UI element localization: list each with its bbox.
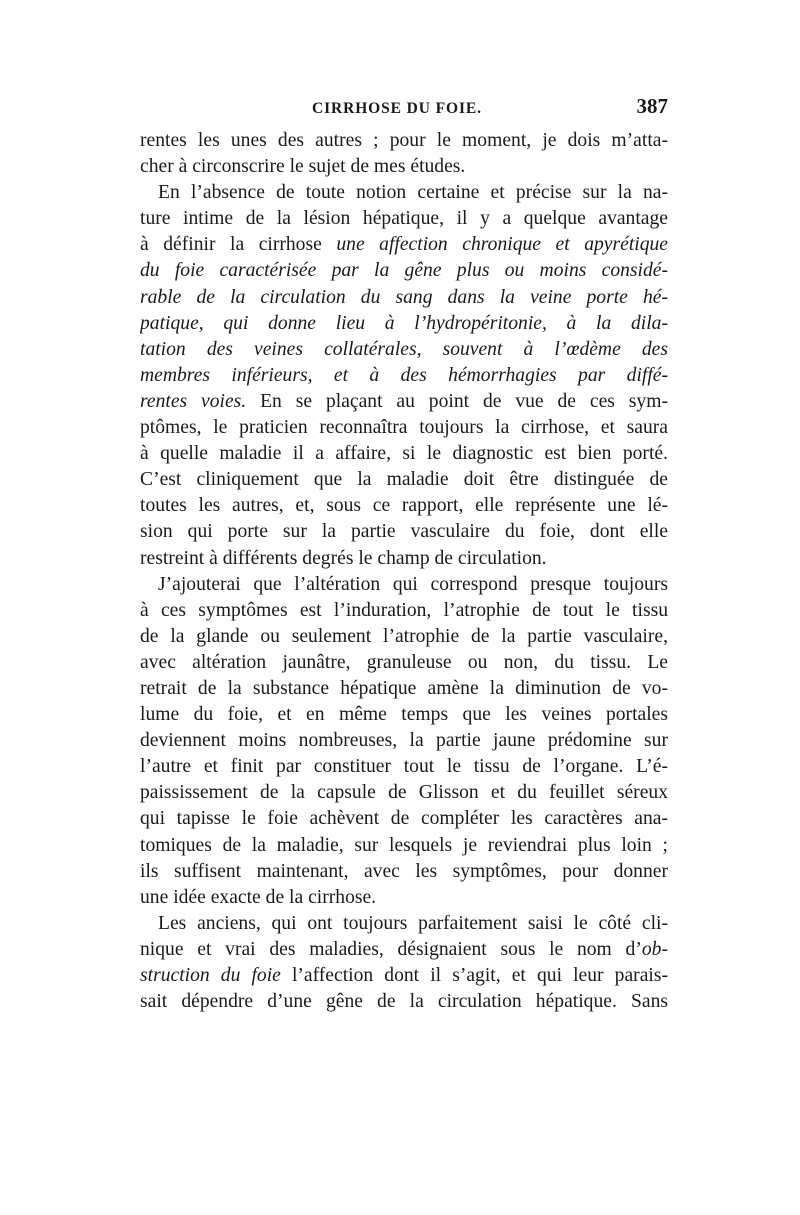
text-line — [140, 258, 668, 284]
text-line: paississement de la capsule de Glisson et du feuillet séreux — [140, 782, 668, 804]
italic-text: du foie caractérisée par la gêne plus ou moins considé- — [140, 260, 668, 282]
page-content — [140, 94, 668, 1015]
text-line: Les anciens, qui ont toujours parfaitement saisi le côté cli- — [158, 912, 668, 934]
text-line: à quelle maladie il a affaire, si le diagnostic est bien porté. — [140, 443, 668, 465]
text-line: sait dépendre d’une gêne de la circulation hépatique. Sans — [140, 991, 668, 1013]
text-line: cher à circonscrire le sujet de mes études. — [140, 156, 466, 178]
text-line: rentes les unes des autres ; pour le moment, je dois m’atta- — [140, 130, 668, 151]
page-number: 387 — [636, 94, 668, 118]
text-line: ptômes, le praticien reconnaîtra toujours la cirrhose, et saura — [140, 417, 668, 439]
italic-text: une affection chronique et apyrétique — [336, 234, 668, 256]
italic-text: tation des veines collatérales, souvent à l’œdème des — [140, 338, 668, 360]
text-line: J’ajouterai que l’altération qui correspond presque toujours — [158, 573, 668, 595]
text-line — [140, 363, 668, 389]
text-line: de la glande ou seulement l’atrophie de la partie vasculaire, — [140, 625, 668, 647]
italic-text: struction du foie — [140, 965, 281, 986]
text-line: restreint à différents degrés le champ de circulation. — [140, 547, 547, 569]
italic-text: membres inférieurs, et à des hémorrhagies par diffé- — [140, 364, 668, 386]
text-line: qui tapisse le foie achèvent de compléter les caractères ana- — [140, 808, 668, 830]
running-title: CIRRHOSE DU FOIE. — [312, 100, 482, 117]
text-line: lume du foie, et en même temps que les veines portales — [140, 704, 668, 726]
text-line: ils suffisent maintenant, avec les symptômes, pour donner — [140, 860, 668, 882]
text-line: nique et vrai des maladies, désignaient sous le nom d’ob- — [140, 938, 668, 960]
text-line — [140, 337, 668, 363]
text-line: ture intime de la lésion hépatique, il y a quelque avantage — [140, 208, 668, 230]
italic-text: rable de la circulation du sang dans la veine porte hé- — [140, 286, 668, 308]
text-line: à définir la cirrhose une affection chronique et apyrétique — [140, 234, 668, 256]
text-line: avec altération jaunâtre, granuleuse ou non, du tissu. Le — [140, 651, 668, 673]
text-line: une idée exacte de la cirrhose. — [140, 886, 377, 908]
running-header — [140, 94, 668, 124]
text-line — [140, 285, 668, 311]
text-line: En l’absence de toute notion certaine et précise sur la na- — [158, 182, 668, 204]
text-line: struction du foie l’affection dont il s’agit, et qui leur parais- — [140, 965, 668, 986]
text-line: retrait de la substance hépatique amène la diminution de vo- — [140, 677, 668, 699]
text-line — [140, 311, 668, 337]
italic-text: rentes voies. — [140, 390, 247, 412]
text-line: à ces symptômes est l’induration, l’atrophie de tout le tissu — [140, 599, 668, 621]
body-text — [140, 128, 668, 1015]
text-line: deviennent moins nombreuses, la partie jaune prédomine sur — [140, 730, 668, 752]
italic-text: patique, qui donne lieu à l’hydropéritonie, à la dila- — [140, 312, 668, 334]
text-line: l’autre et finit par constituer tout le tissu de l’organe. L’é- — [140, 756, 668, 778]
text-line: tomiques de la maladie, sur lesquels je reviendrai plus loin ; — [140, 834, 668, 856]
text-line: rentes voies. En se plaçant au point de vue de ces sym- — [140, 390, 668, 412]
text-line: toutes les autres, et, sous ce rapport, elle représente une lé- — [140, 495, 668, 517]
italic-text: ob- — [641, 938, 668, 960]
text-line: sion qui porte sur la partie vasculaire du foie, dont elle — [140, 521, 668, 543]
text-line: C’est cliniquement que la maladie doit être distinguée de — [140, 469, 668, 491]
